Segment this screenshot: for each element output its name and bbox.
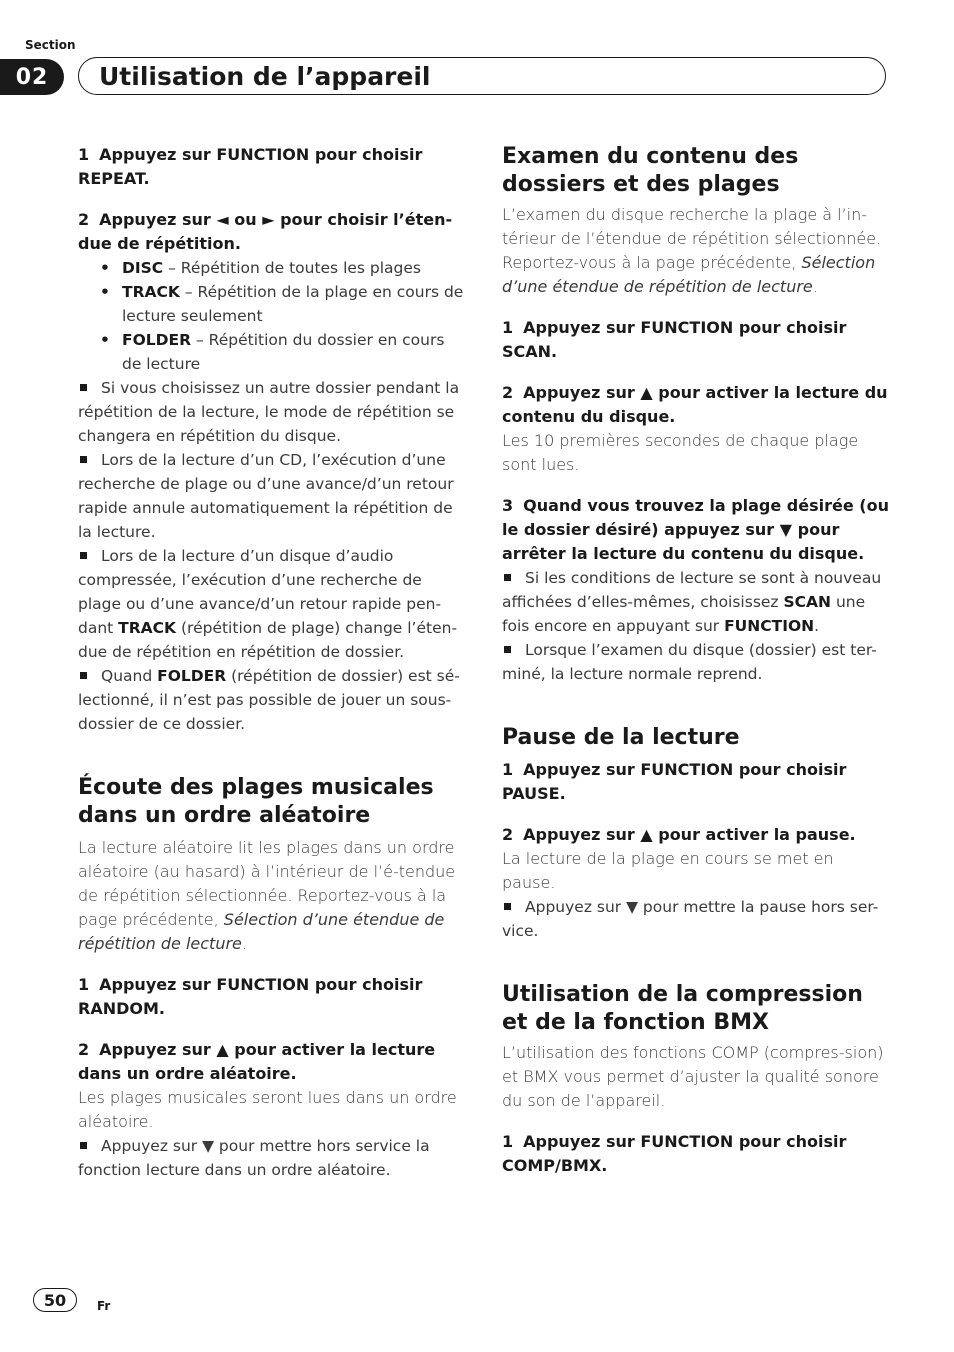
left-column [78, 143, 468, 1182]
note: Si les conditions de lecture se sont à nouveau affichées d’elles-mêmes, choisissez SCAN une fois encore en appuyant sur FUNCTION. [502, 569, 882, 635]
square-bullet-icon [80, 552, 87, 559]
note: Lors de la lecture d’un CD, l’exécution d’une recherche de plage ou d’une avance/d’un retour rapide annule automatiquement la répétition de la lecture. [78, 451, 454, 541]
random-body: La lecture aléatoire lit les plages dans un ordre aléatoire (au hasard) à l’intérieur de l’é-tendue de répétition sélectionnée. Reportez-vous à la page précédente, Sélection d’une étendue de répétition de lecture. [78, 838, 456, 953]
step-repeat-2: 2 Appuyez sur ◄ ou ► pour choisir l’éten-due de répétition. [78, 210, 453, 253]
note: Quand FOLDER (répétition de dossier) est sé-lectionné, il n’est pas possible de jouer un sous-dossier de ce dossier. [78, 667, 460, 733]
heading-pause: Pause de la lecture [502, 725, 740, 750]
scan-body: L’examen du disque recherche la plage à l’in-térieur de l’étendue de répétition sélectionnée. Reportez-vous à la page précédente, Sélection d’une étendue de répétition de lecture. [502, 205, 882, 296]
note: Appuyez sur ▼ pour mettre hors service la fonction lecture dans un ordre aléatoire. [78, 1137, 430, 1179]
page-number: 50 [33, 1288, 77, 1312]
step-scan-3: 3 Quand vous trouvez la plage désirée (ou le dossier désiré) appuyez sur ▼ pour arrêter la lecture du contenu du disque. [502, 496, 889, 563]
step-repeat-1: 1 Appuyez sur FUNCTION pour choisir REPEAT. [78, 145, 423, 188]
square-bullet-icon [504, 903, 511, 910]
step-comp-1: 1 Appuyez sur FUNCTION pour choisir COMP/BMX. [502, 1132, 847, 1175]
language-code: Fr [97, 1299, 111, 1313]
heading-scan: Examen du contenu des dossiers et des plages [502, 144, 799, 197]
repeat-range-list [78, 256, 468, 376]
step-scan-1: 1 Appuyez sur FUNCTION pour choisir SCAN. [502, 318, 847, 361]
square-bullet-icon [80, 456, 87, 463]
note: Lorsque l’examen du disque (dossier) est ter-miné, la lecture normale reprend. [502, 641, 877, 683]
pause-step2-body: La lecture de la plage en cours se met en pause. [502, 849, 834, 892]
page-title: Utilisation de l’appareil [99, 61, 431, 91]
list-item: • DISC – Répétition de toutes les plages [100, 256, 468, 280]
page-title-bar [78, 57, 886, 95]
random-step2-body: Les plages musicales seront lues dans un ordre aléatoire. [78, 1088, 457, 1131]
list-item: • FOLDER – Répétition du dossier en cours de lecture [100, 328, 468, 376]
heading-comp-bmx: Utilisation de la compression et de la fonction BMX [502, 982, 863, 1035]
square-bullet-icon [80, 384, 87, 391]
step-pause-2: 2 Appuyez sur ▲ pour activer la pause. [502, 825, 856, 844]
step-random-2: 2 Appuyez sur ▲ pour activer la lecture dans un ordre aléatoire. [78, 1040, 436, 1083]
comp-body: L’utilisation des fonctions COMP (compres-sion) et BMX vous permet d’ajuster la qualité sonore du son de l’appareil. [502, 1043, 884, 1110]
list-item: • TRACK – Répétition de la plage en cours de lecture seulement [100, 280, 468, 328]
square-bullet-icon [504, 646, 511, 653]
step-pause-1: 1 Appuyez sur FUNCTION pour choisir PAUSE. [502, 760, 847, 803]
heading-random: Écoute des plages musicales dans un ordre aléatoire [78, 775, 434, 828]
square-bullet-icon [504, 574, 511, 581]
step-scan-2: 2 Appuyez sur ▲ pour activer la lecture du contenu du disque. [502, 383, 888, 426]
note: Appuyez sur ▼ pour mettre la pause hors ser-vice. [502, 898, 879, 940]
scan-step2-body: Les 10 premières secondes de chaque plage sont lues. [502, 431, 859, 474]
right-column [502, 143, 892, 1178]
step-random-1: 1 Appuyez sur FUNCTION pour choisir RANDOM. [78, 975, 423, 1018]
section-number-badge: 02 [0, 59, 64, 95]
square-bullet-icon [80, 1142, 87, 1149]
square-bullet-icon [80, 672, 87, 679]
note: Lors de la lecture d’un disque d’audio compressée, l’exécution d’une recherche de plage ou d’une avance/d’un retour rapide pen-dant TRACK (répétition de plage) change l’éten-due de répétition en répétition de dossier. [78, 547, 458, 661]
section-label: Section [25, 38, 76, 52]
note: Si vous choisissez un autre dossier pendant la répétition de la lecture, le mode de répétition se changera en répétition du disque. [78, 379, 460, 445]
